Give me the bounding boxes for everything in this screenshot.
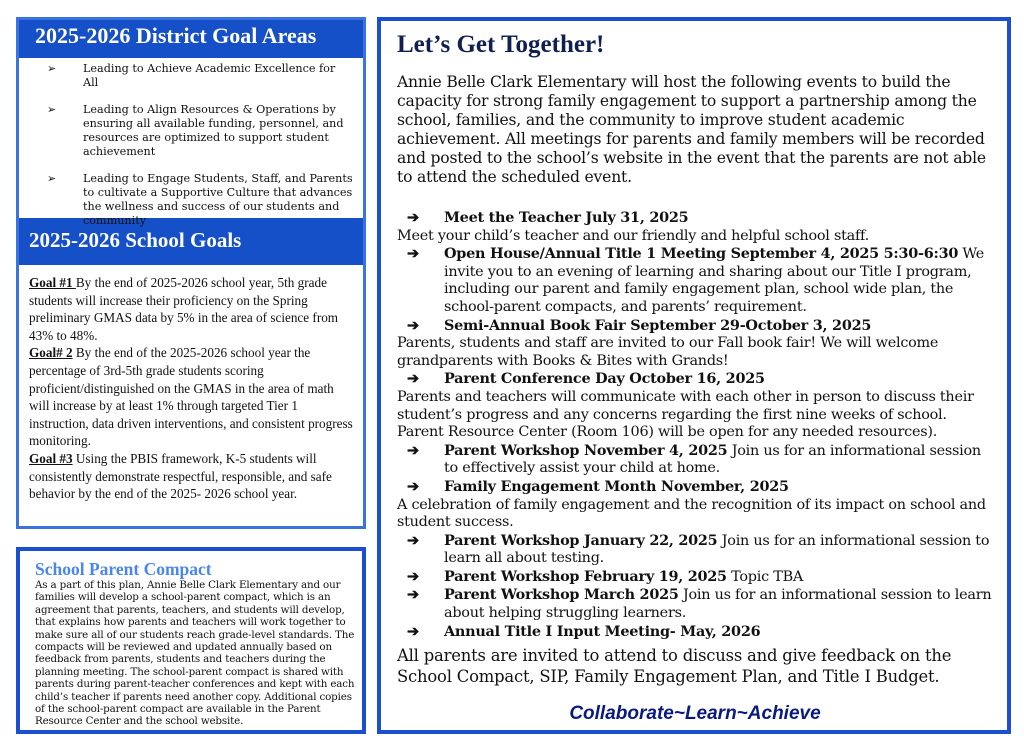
goal-text: Using the PBIS framework, K-5 students will consistently demonstrate respectful, responsible, and safe behavior by the end of the 2025- 2026 school year. (29, 450, 332, 502)
events-intro: Annie Belle Clark Elementary will host the following events to build the capacity for strong family engagement to support a partnership among the school, families, and the community to improve student academic achievement. All meetings for parents and family members will be recorded and posted to the school’s website in the event that the parents are not able to attend the scheduled event. (397, 73, 986, 186)
arrow-icon: ➔ (407, 209, 419, 226)
event-content (444, 478, 789, 497)
arrow-icon: ➔ (407, 245, 419, 263)
event-content (444, 586, 993, 622)
school-goals-list (19, 265, 363, 503)
event-title: Parent Workshop March 2025 (444, 586, 679, 604)
compact-heading: School Parent Compact (35, 559, 212, 579)
event-title: Annual Title I Input Meeting- May, 2026 (444, 622, 761, 640)
arrow-icon: ➔ (407, 370, 419, 388)
goals-panel (16, 17, 366, 529)
event-content (444, 532, 993, 568)
event-title: Open House/Annual Title 1 Meeting September 4, 2025 5:30-6:30 (444, 245, 959, 263)
arrow-icon: ➔ (407, 531, 419, 549)
event-description: Meet your child’s teacher and our friendly and helpful school staff. (397, 227, 869, 244)
event-content (444, 568, 803, 587)
event-item (397, 442, 993, 478)
event-title: Parent Workshop January 22, 2025 (444, 531, 718, 549)
event-description: Parents and teachers will communicate with each other in person to discuss their student’s progress and any concerns regarding the first nine weeks of school. Parent Resource Center (Room 106) will be open for any needed resources). (397, 388, 974, 441)
events-closing: All parents are invited to attend to discuss and give feedback on the School Compact, SIP, Family Engagement Plan, and Title I Budget. (397, 646, 952, 687)
list-item-text: Leading to Align Resources & Operations by ensuring all available funding, personnel, and resources are optimized to support student achievement (83, 103, 344, 158)
event-content (444, 623, 760, 642)
arrow-icon: ➔ (407, 316, 419, 334)
event-item (397, 568, 993, 587)
arrow-icon: ➔ (407, 441, 419, 459)
list-item (27, 62, 353, 90)
motto: Collaborate~Learn~Achieve (569, 703, 821, 725)
arrow-icon: ➔ (407, 567, 419, 585)
goal-item (29, 274, 355, 344)
arrow-bullet-icon: ➢ (47, 172, 57, 185)
arrow-icon: ➔ (407, 622, 419, 640)
list-item-text: Leading to Engage Students, Staff, and Parents to cultivate a Supportive Culture that advances the wellness and success of our students and community (83, 172, 353, 227)
events-heading: Let’s Get Together! (397, 31, 605, 58)
event-content (444, 370, 765, 389)
event-title: Parent Workshop February 19, 2025 (444, 567, 727, 585)
event-title: Family Engagement Month November, 2025 (444, 477, 789, 495)
event-description: A celebration of family engagement and the recognition of its impact on school and student success. (397, 496, 986, 531)
goal-item (29, 344, 355, 450)
event-title: Semi-Annual Book Fair September 29-October 3, 2025 (444, 316, 872, 334)
event-description: Parents, students and staff are invited to our Fall book fair! We will welcome grandparents with Books & Bites with Grands! (397, 335, 939, 369)
goal-text: By the end of the 2025-2026 school year the percentage of 3rd-5th grade students scoring proficient/distinguished on the GMAS in the area of math will increase by at least 1% through targeted Tier 1 instruction, data driven interventions, and consistent progress monitoring. (29, 345, 353, 449)
event-item (397, 209, 993, 228)
event-item (397, 532, 993, 568)
event-title: Meet the Teacher July 31, 2025 (444, 209, 689, 226)
event-content (444, 209, 688, 228)
arrow-icon: ➔ (407, 586, 419, 604)
event-item (397, 623, 993, 642)
event-title: Parent Conference Day October 16, 2025 (444, 370, 765, 388)
event-item (397, 245, 993, 316)
list-item (27, 172, 353, 228)
goal-item (29, 450, 355, 503)
event-text: Join us for an informational session to effectively assist your child at home. (444, 442, 981, 477)
arrow-bullet-icon: ➢ (47, 62, 57, 75)
events-list (397, 209, 993, 641)
district-goals-heading: 2025-2026 District Goal Areas (19, 20, 363, 58)
event-text: Join us for an informational session to learn all about testing. (444, 532, 990, 567)
compact-body: As a part of this plan, Annie Belle Clark Elementary and our families will develop a school-parent compact, which is an agreement that parents, teachers, and students will develop, that explains how parents and teachers will work together to make sure all of our students reach grade-level standards. The compacts will be reviewed and updated annually based on feedback from parents, students and teachers during the planning meeting. The school-parent compact is shared with parents during parent-teacher conferences and kept with each child’s teacher if parents need another copy. Additional copies of the school-parent compact are available in the Parent Resource Center and the school website. (35, 579, 355, 728)
arrow-bullet-icon: ➢ (47, 103, 57, 116)
list-item-text: Leading to Achieve Academic Excellence for All (83, 62, 336, 89)
event-content (444, 245, 993, 316)
arrow-icon: ➔ (407, 477, 419, 495)
event-title: Parent Workshop November 4, 2025 (444, 441, 728, 459)
goal-text: By the end of 2025-2026 school year, 5th grade students will increase their proficiency on the Spring preliminary GMAS data by 5% in the area of science from 43% to 48%. (29, 275, 339, 343)
event-item (397, 317, 993, 336)
event-item (397, 370, 993, 389)
goal-label: Goal# 2 (29, 345, 73, 361)
event-item (397, 478, 993, 497)
list-item (27, 103, 353, 159)
event-text: Topic TBA (726, 568, 804, 585)
events-panel (377, 17, 1011, 734)
event-text: We invite you to an evening of learning and sharing about our Title I program, including our parent and family engagement plan, school wide plan, the school-parent compacts, and parents’ requirement. (444, 246, 985, 315)
event-item (397, 586, 993, 622)
district-goals-list (19, 58, 363, 227)
school-goals-heading: 2025-2026 School Goals (19, 218, 363, 265)
event-content (444, 442, 993, 478)
compact-panel (16, 547, 366, 734)
goal-label: Goal #1 (29, 275, 76, 290)
goal-label: Goal #3 (29, 450, 73, 466)
event-content (444, 317, 871, 336)
event-text: Join us for an informational session to learn about helping struggling learners. (444, 587, 992, 622)
